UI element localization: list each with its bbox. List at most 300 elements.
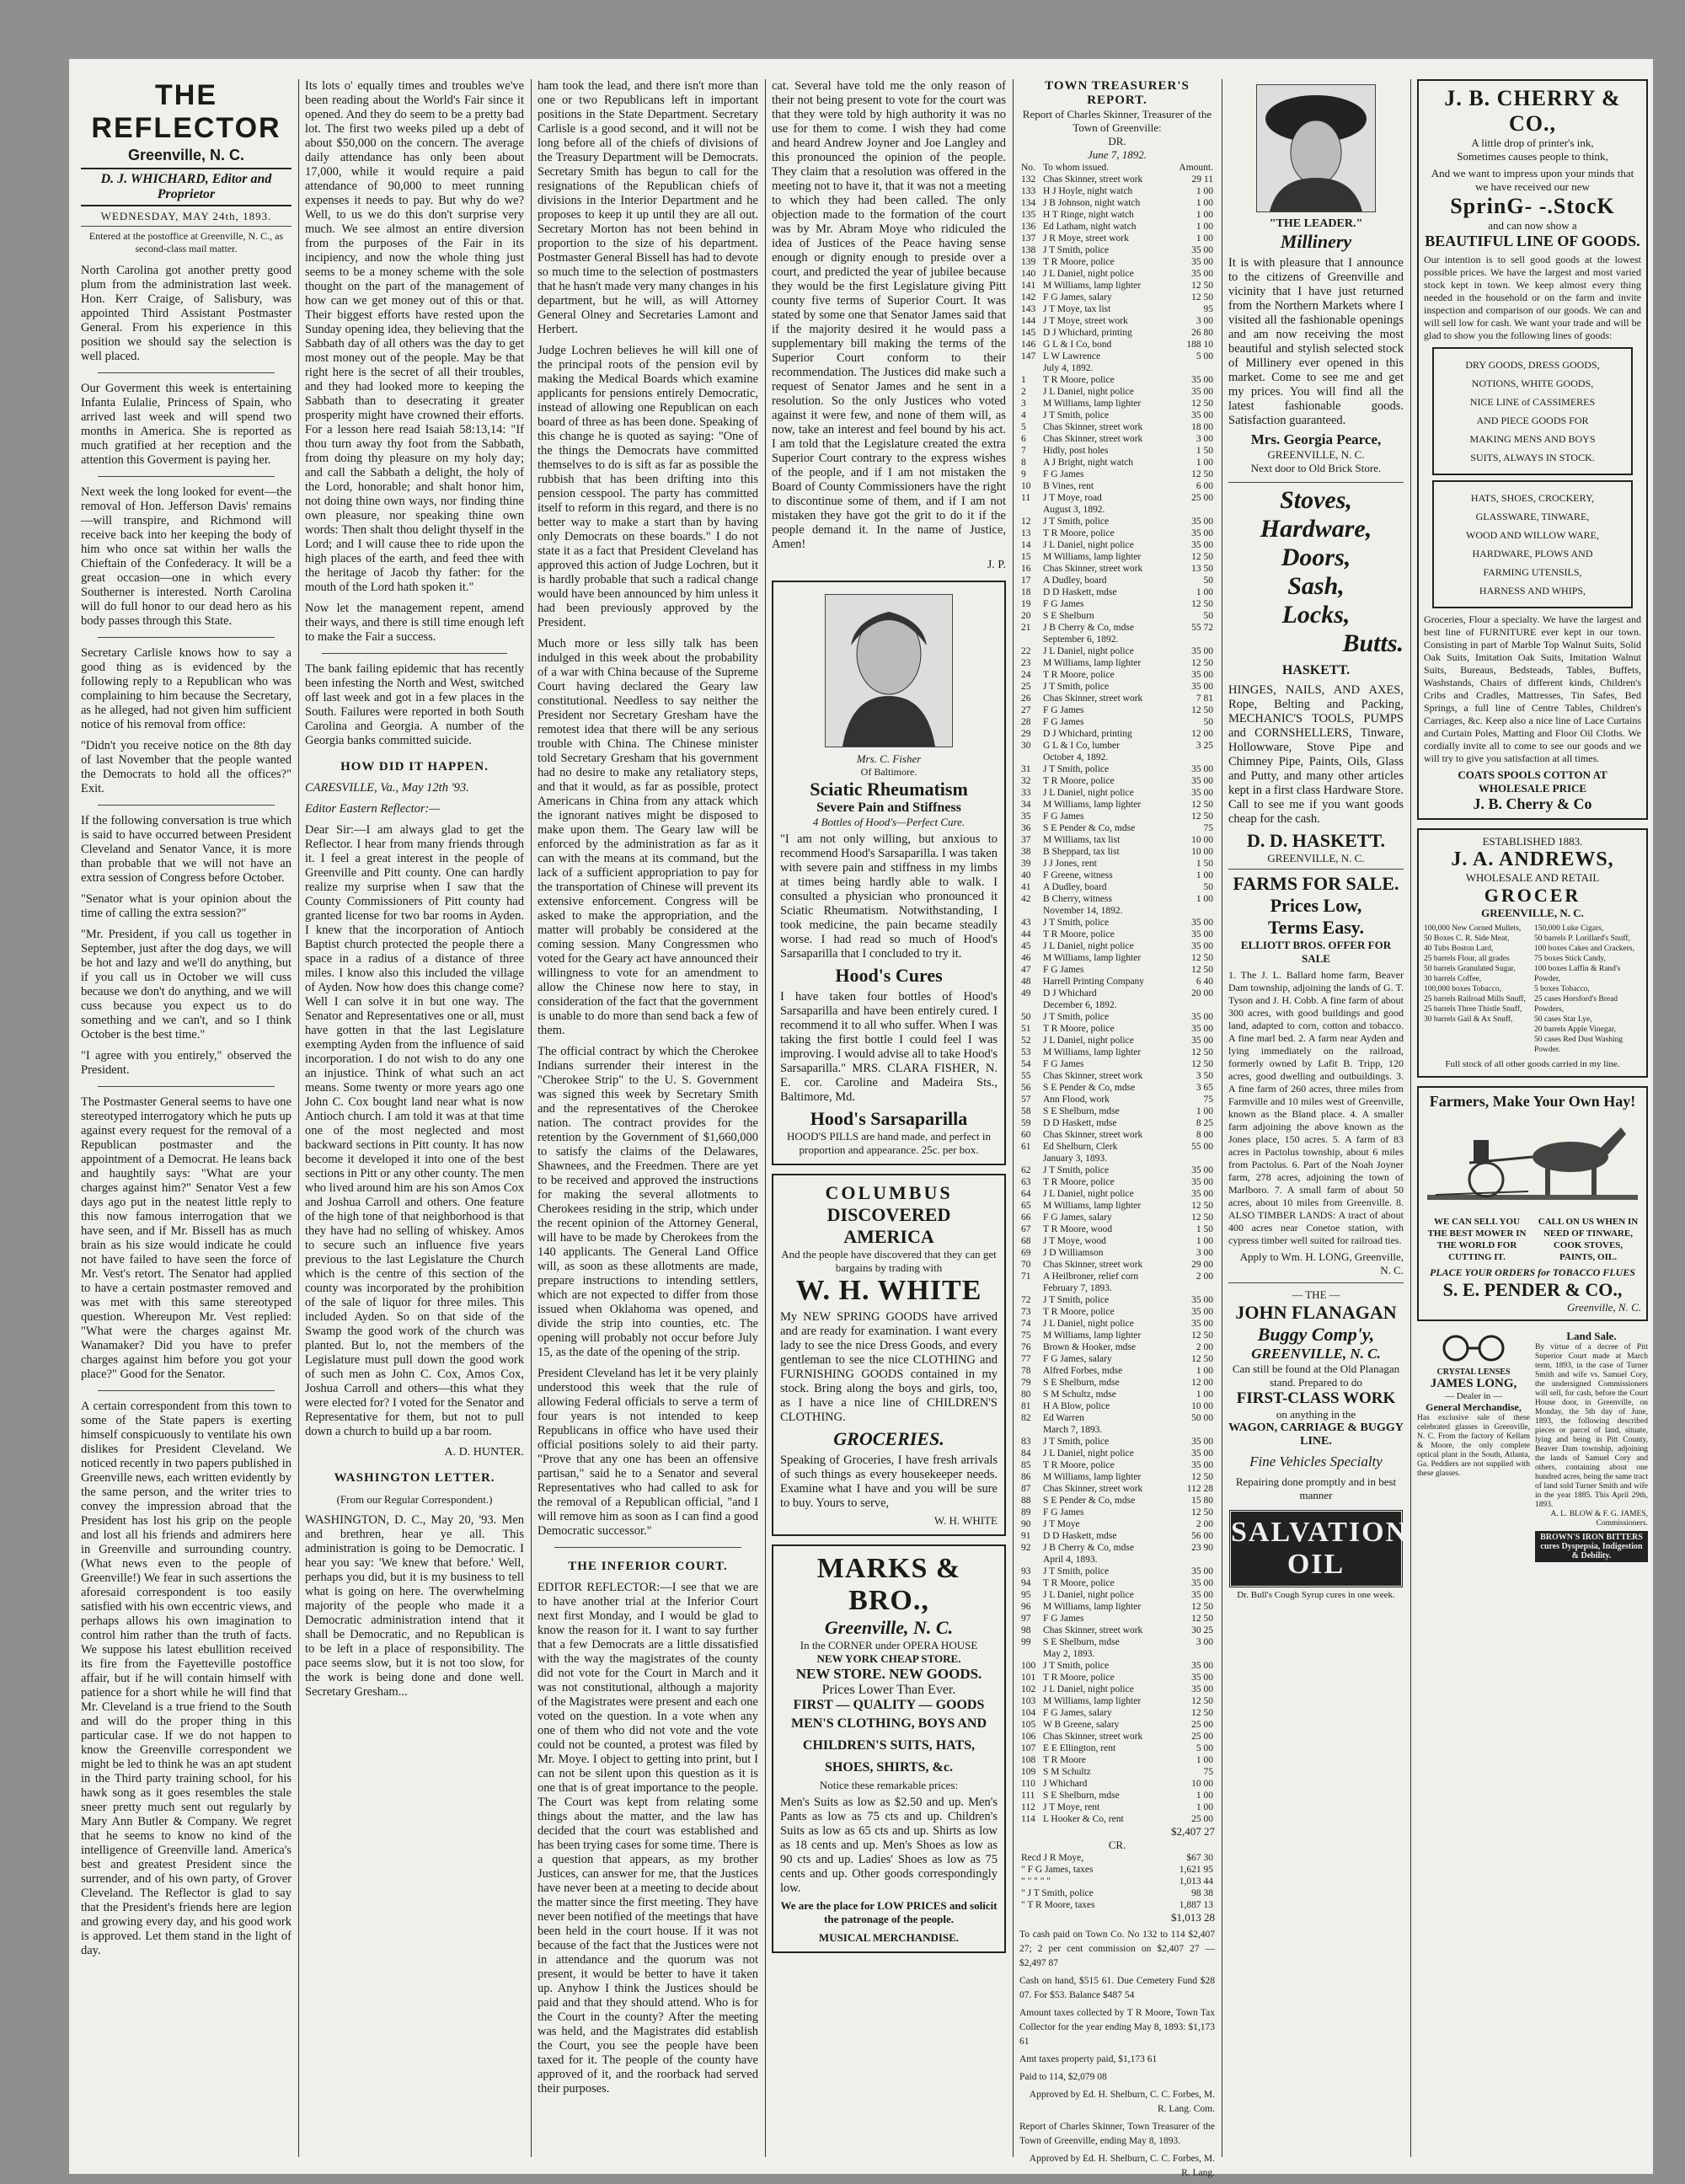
- column-7: [1417, 79, 1648, 2157]
- amount: 12 50: [1191, 705, 1213, 715]
- amount: 1 00: [1196, 186, 1213, 196]
- amount: 55 00: [1191, 1142, 1213, 1152]
- report-heading: TOWN TREASURER'S REPORT.: [1045, 79, 1190, 107]
- payee: J L Daniel, night police: [1042, 788, 1134, 798]
- column-1: [81, 79, 292, 2157]
- table-row: [1019, 1471, 1215, 1483]
- payee: S E Shelburn: [1042, 611, 1094, 621]
- voucher-number: 104: [1021, 1708, 1036, 1718]
- amount: 1 50: [1196, 1224, 1213, 1234]
- table-row: [1019, 964, 1215, 976]
- table-row: [1019, 1483, 1215, 1495]
- amount: 26 80: [1191, 328, 1213, 338]
- amount: 35 00: [1191, 941, 1213, 951]
- voucher-number: 100: [1021, 1661, 1036, 1671]
- payee: September 6, 1892.: [1042, 634, 1119, 645]
- amount: 35 00: [1191, 1684, 1213, 1694]
- voucher-number: 64: [1021, 1189, 1031, 1199]
- list-item: 30 barrels Coffee,: [1424, 975, 1482, 983]
- amount: [1169, 1282, 1215, 1294]
- hoods-cures: Hood's Cures: [835, 965, 943, 986]
- amount: 35 00: [1191, 1189, 1213, 1199]
- article-paragraph: Secretary Carlisle knows how to say a good thing as is evidenced by the following reply to a Republican who was complaining to him because the Secretary, as he alleged, had not given him sufficient notice of his removal from office:: [81, 646, 292, 731]
- voucher-number: 2: [1021, 387, 1026, 397]
- table-row: [1019, 1035, 1215, 1046]
- payee: Ed Warren: [1042, 1413, 1084, 1423]
- andrews-established: ESTABLISHED 1883.: [1482, 835, 1583, 848]
- cherry-ad: [1417, 79, 1648, 820]
- table-row: [1019, 728, 1215, 740]
- payee: October 4, 1892.: [1042, 752, 1109, 763]
- column-6: [1228, 79, 1409, 2157]
- payee: A Heilbroner, relief corn: [1042, 1271, 1139, 1282]
- table-row: [1019, 622, 1215, 634]
- table-row: [1019, 952, 1215, 964]
- amount: 2 00: [1196, 1271, 1213, 1282]
- amount: 2 00: [1196, 1519, 1213, 1529]
- amount: 15 80: [1191, 1496, 1213, 1506]
- voucher-number: 102: [1021, 1684, 1036, 1694]
- table-row: [1019, 1495, 1215, 1507]
- voucher-number: 74: [1021, 1319, 1031, 1329]
- payee: S E Shelburn, mdse: [1042, 1106, 1120, 1116]
- column-rule: [531, 79, 532, 2157]
- payee: J T Moye, tax list: [1042, 304, 1111, 314]
- voucher-number: 26: [1021, 693, 1031, 704]
- payee: H J Hoyle, night watch: [1042, 186, 1133, 196]
- payee: T R Moore, police: [1042, 1177, 1115, 1187]
- table-header-row: [1019, 162, 1215, 174]
- amount: 12 50: [1191, 292, 1213, 302]
- table-row: [1019, 1625, 1215, 1636]
- voucher-number: 14: [1021, 540, 1031, 550]
- list-item: 40 Tubs Boston Lard,: [1424, 945, 1494, 953]
- payee: J D Williamson: [1042, 1248, 1104, 1258]
- report-date: June 7, 1892.: [1087, 148, 1147, 161]
- voucher-number: 87: [1021, 1484, 1031, 1494]
- payee: Chas Skinner, street work: [1042, 422, 1143, 432]
- voucher-number: 70: [1021, 1260, 1031, 1270]
- haskett-name: D. D. HASKETT.: [1246, 830, 1385, 851]
- report-summary: Cash on hand, $515 61. Due Cemetery Fund $28 07. For $53. Balance $487 54: [1019, 1976, 1215, 2000]
- amount: 12 50: [1191, 599, 1213, 609]
- table-row: [1019, 976, 1215, 988]
- cherry-name: J. B. CHERRY & CO.,: [1444, 86, 1621, 136]
- woman-hat-icon: [1257, 85, 1375, 211]
- voucher-number: 133: [1021, 186, 1036, 196]
- payee: January 3, 1893.: [1042, 1154, 1107, 1164]
- table-row: [1019, 197, 1215, 209]
- payee: B Sheppard, tax list: [1042, 847, 1120, 857]
- cherry-hardware-item: HARDWARE, PLOWS AND: [1472, 548, 1593, 559]
- cherry-shown: and can now show a: [1488, 219, 1577, 232]
- amount: 13 50: [1191, 564, 1213, 574]
- voucher-number: 88: [1021, 1496, 1031, 1506]
- letter-signature: A. D. HUNTER.: [444, 1446, 524, 1459]
- amount: 35 00: [1191, 410, 1213, 420]
- column-rule: [1013, 79, 1014, 2157]
- voucher-number: 49: [1021, 988, 1031, 998]
- table-header: To whom issued.: [1042, 163, 1110, 173]
- voucher-number: 134: [1021, 198, 1036, 208]
- amount: 35 00: [1191, 517, 1213, 527]
- haskett-locks: Locks,: [1281, 601, 1351, 629]
- amount: 1 00: [1196, 198, 1213, 208]
- table-row: [1019, 1164, 1215, 1176]
- voucher-number: 97: [1021, 1614, 1031, 1624]
- payee: D D Haskett, mdse: [1042, 1531, 1117, 1541]
- cherry-coats: COATS SPOOLS COTTON AT WHOLESALE PRICE: [1458, 768, 1607, 795]
- voucher-number: 3: [1021, 399, 1026, 409]
- table-row: [1019, 1707, 1215, 1719]
- table-row: [1019, 1400, 1215, 1412]
- table-row: [1019, 1672, 1215, 1684]
- payee: T R Moore, police: [1042, 375, 1115, 385]
- table-row: [1019, 999, 1215, 1011]
- amount: 12 50: [1191, 1472, 1213, 1482]
- voucher-number: 48: [1021, 977, 1031, 987]
- article-paragraph: A certain correspondent from this town to some of the State papers is exerting himself conspicuously to ventilate his own dislikes for President Cleveland. We noticed recently in two papers published in Greenville news, each written evidently by the same person, and the writer tries to convey the impression abroad that the President has lost his grip on the people and lost all his friends and admirers here in Greenville and surrounding country. (What news even to the people of Greenville!) We fear in such assertions the aforesaid correspondent is too easily satisfied with his own eccentric views, and perhaps allows his own imagination to control him rather than the truth of facts. We suppose his latest ebullition received its fire from the Fayetteville postoffice affair, but if he will contain himself with patience for a short while he will find that Mr. Cleveland is a true friend to the South and will do the proper thing in this particular case. If we do not happen to know the Greenville correspondent we might be led to think he was an apt student in the Third party training school, for his hawk song as it goes resembles the stale sneer pretty much sent out regularly by Mary Ann Butler & Company. We regret that he seems to know no kind of the intelligence of Greenville land. America's best and greatest President since the surrender, and of his own party, of Grover Cleveland. The Reflector is glad to say that the President's friends here are legion and growing every day, and his good work is approved. Let them stand in the light of day.: [81, 1400, 292, 1957]
- amount: 35 00: [1191, 1177, 1213, 1187]
- amount: 50 00: [1191, 1413, 1213, 1423]
- article-paragraph: Now let the management repent, amend their ways, and there is still time enough left to make the Fair a success.: [305, 602, 524, 644]
- andrews-list-right: [1534, 923, 1641, 1055]
- voucher-number: 81: [1021, 1401, 1031, 1411]
- payee: Chas Skinner, street work: [1042, 1625, 1143, 1635]
- haskett-mid: HASKETT.: [1281, 663, 1351, 677]
- flanagan-fine: Fine Vehicles Specialty: [1249, 1453, 1383, 1469]
- table-row: [1019, 799, 1215, 811]
- table-row: [1019, 1636, 1215, 1648]
- payee: F G James: [1042, 469, 1084, 479]
- amount: 12 50: [1191, 953, 1213, 963]
- cherry-rhyme: Sometimes causes people to think,: [1457, 150, 1608, 163]
- list-item: 50 cases Red Dust Washing Powder.: [1534, 1036, 1623, 1054]
- payee: J T Smith, police: [1042, 1566, 1110, 1576]
- amount: 35 00: [1191, 1036, 1213, 1046]
- table-row: [1019, 1660, 1215, 1672]
- table-row: [1019, 1235, 1215, 1247]
- payee: Ed Latham, night watch: [1042, 222, 1137, 232]
- table-row: [1019, 822, 1215, 834]
- list-item: 30 barrels Gail & Ax Snuff,: [1424, 1015, 1513, 1024]
- table-row: [1019, 1318, 1215, 1330]
- list-item: 25 barrels Three Thistle Snuff,: [1424, 1005, 1522, 1014]
- article-paragraph: Next week the long looked for event—the removal of Hon. Jefferson Davis' remains—will transpire, and Richmond will receive back into her keeping the body of him who once sat within her walls the Chieftain of the Confederacy. It will be a great occasion—one in which every Southerner is interested. North Carolina will do full honor to our dead hero as his body passes through this State.: [81, 485, 292, 628]
- amount: 35 00: [1191, 776, 1213, 786]
- voucher-number: 139: [1021, 257, 1036, 267]
- cherry-rhyme: A little drop of printer's ink,: [1471, 136, 1594, 149]
- payee: B Cherry, witness: [1042, 894, 1112, 904]
- amount: 12 50: [1191, 1602, 1213, 1612]
- amount: [1169, 1554, 1215, 1566]
- divider: [1228, 482, 1404, 483]
- table-row: [1019, 492, 1215, 504]
- voucher-number: 25: [1021, 682, 1031, 692]
- table-row: [1019, 386, 1215, 398]
- divider: [98, 1086, 275, 1087]
- payee: J T Smith, police: [1042, 1437, 1110, 1447]
- payee: M Williams, lamp lighter: [1042, 1696, 1142, 1706]
- voucher-number: 107: [1021, 1743, 1036, 1753]
- voucher-number: 12: [1021, 517, 1031, 527]
- divider: [98, 805, 275, 806]
- marks-prices: Prices Lower Than Ever.: [821, 1683, 956, 1697]
- report-summary: Amount taxes collected by T R Moore, Town Tax Collector for the year ending May 8, 1893: $1,173 61: [1019, 2008, 1215, 2047]
- payee: J L Daniel, night police: [1042, 387, 1134, 397]
- amount: 35 00: [1191, 269, 1213, 279]
- andrews-sub: WHOLESALE AND RETAIL: [1465, 871, 1600, 884]
- payee: T R Moore, police: [1042, 776, 1115, 786]
- payee: J T Smith, police: [1042, 1661, 1110, 1671]
- amount: 8 00: [1196, 1130, 1213, 1140]
- amount: 50: [1203, 611, 1213, 621]
- voucher-number: 4: [1021, 410, 1026, 420]
- haskett-sash: Sash,: [1287, 572, 1345, 600]
- table-row: [1019, 610, 1215, 622]
- voucher-number: 57: [1021, 1095, 1031, 1105]
- table-row: [1019, 1864, 1215, 1876]
- amount: 12 50: [1191, 1354, 1213, 1364]
- article-paragraph: The bank failing epidemic that has recently been infesting the North and West, switched off last week and got in a few places in the South. Failures were reported in both South Carolina and Georgia. A number of the Georgia banks committed suicide.: [305, 662, 524, 747]
- amount: [1169, 634, 1215, 645]
- table-row: [1019, 1566, 1215, 1577]
- payee: J L Daniel, night police: [1042, 1448, 1134, 1459]
- amount: 35 00: [1191, 1566, 1213, 1576]
- andrews-list-left: [1424, 923, 1531, 1055]
- voucher-number: 46: [1021, 953, 1031, 963]
- voucher-number: [1019, 362, 1041, 374]
- article-paragraph: "Mr. President, if you call us together in September, just after the dog days, we will be hot and lazy and we'll do anything, but if you call us in October we will cuss because we don't do anything, and we will cuss because you expect us to do something and we can't, and so I think October is the best time.": [81, 928, 292, 1041]
- payee: J T Smith, police: [1042, 1012, 1110, 1022]
- amount: 35 00: [1191, 257, 1213, 267]
- voucher-number: 145: [1021, 328, 1036, 338]
- marks-lines: MEN'S CLOTHING, BOYS AND CHILDREN'S SUITS, HATS, SHOES, SHIRTS, &c.: [790, 1716, 987, 1774]
- table-row: [1019, 1436, 1215, 1448]
- payee: Chas Skinner, street work: [1042, 1260, 1143, 1270]
- table-row: [1019, 870, 1215, 881]
- table-row: [1019, 1212, 1215, 1223]
- payee: J T Moye, street work: [1042, 316, 1128, 326]
- payee: J T Smith, police: [1042, 1295, 1110, 1305]
- amount: 5 00: [1196, 1743, 1213, 1753]
- amount: 35 00: [1191, 1448, 1213, 1459]
- flanagan-repair: Repairing done promptly and in best manner: [1235, 1475, 1397, 1502]
- amount: 12 50: [1191, 658, 1213, 668]
- amount: 30 25: [1191, 1625, 1213, 1635]
- voucher-number: 111: [1021, 1791, 1035, 1801]
- payee: J L Daniel, night police: [1042, 1189, 1134, 1199]
- voucher-number: 112: [1021, 1802, 1035, 1812]
- payee: F G James: [1042, 965, 1084, 975]
- amount: 75: [1203, 1095, 1213, 1105]
- table-row: [1019, 315, 1215, 327]
- amount: 55 72: [1191, 623, 1213, 633]
- column-2: [305, 79, 524, 2157]
- long-dealer: — Dealer in —: [1444, 1391, 1503, 1401]
- amount: 2 00: [1196, 1342, 1213, 1352]
- table-row: [1019, 457, 1215, 468]
- table-row: [1019, 516, 1215, 527]
- amount: 7 81: [1196, 693, 1213, 704]
- payee: D D Haskett, mdse: [1042, 1118, 1117, 1128]
- table-row: [1019, 1129, 1215, 1141]
- voucher-number: 30: [1021, 741, 1031, 751]
- payee: F Greene, witness: [1042, 870, 1113, 881]
- list-item: 25 barrels Railroad Mills Snuff,: [1424, 995, 1526, 1004]
- voucher-number: 89: [1021, 1507, 1031, 1518]
- pender-name: S. E. PENDER & CO.,: [1442, 1279, 1623, 1300]
- amount: 35 00: [1191, 682, 1213, 692]
- voucher-number: 76: [1021, 1342, 1031, 1352]
- haskett-stoves: Stoves,: [1280, 486, 1352, 514]
- haskett-body: HINGES, NAILS, AND AXES, Rope, Belting and Packing, MECHANIC'S TOOLS, PUMPS and CORNSHELLERS, Tinware, Hollowware, Stove Pipe and Chimney Pipe, Paints, Oils, Glass and Putty, and many other articles kept in a first class Hardware Store. Call to see me if you want goods cheap for the cash.: [1228, 683, 1404, 826]
- voucher-number: 19: [1021, 599, 1031, 609]
- amount: 95: [1203, 304, 1213, 314]
- divider: [554, 1547, 741, 1548]
- marks-city: Greenville, N. C.: [824, 1617, 954, 1638]
- article-paragraph: President Cleveland has let it be very plainly understood this week that the rule of allowing Federal officials to serve a term of four years is not intended to keep Republicans in office who have used their official positions solely to aid their party. "Prove that any one has been an offensive partisan," said he to a Senator and several Representatives who had called to ask for the removal of a Republican official, "and I will remove him as soon as I can find a good Democratic successor.": [538, 1367, 758, 1538]
- payee: T R Moore, police: [1042, 670, 1115, 680]
- table-row: [1019, 268, 1215, 280]
- marks-footer: We are the place for LOW PRICES and solicit the patronage of the people.: [780, 1899, 998, 1925]
- table-row: [1019, 598, 1215, 610]
- brown-line1: BROWN'S IRON BITTERS: [1540, 1533, 1643, 1542]
- table-row: [1019, 657, 1215, 669]
- brown-line2: cures Dyspepsia, Indigestion & Debility.: [1540, 1542, 1643, 1560]
- payee: M Williams, tax list: [1042, 835, 1121, 845]
- payee: Chas Skinner, street work: [1042, 1130, 1143, 1140]
- payee: Brown & Hooker, mdse: [1042, 1342, 1137, 1352]
- voucher-number: 140: [1021, 269, 1036, 279]
- table-row: [1019, 634, 1215, 645]
- payee: T R Moore, police: [1042, 528, 1115, 538]
- masthead-city: Greenville, N. C.: [127, 147, 245, 163]
- voucher-number: 33: [1021, 788, 1031, 798]
- voucher-number: 77: [1021, 1354, 1031, 1364]
- farms-heading: FARMS FOR SALE.: [1233, 873, 1399, 894]
- payee: S E Shelburn, mdse: [1042, 1378, 1120, 1388]
- payee: G L & I Co, bond: [1042, 340, 1112, 350]
- masthead-entered: Entered at the postoffice at Greenville, N. C., as second-class mail matter.: [88, 230, 284, 254]
- table-row: [1019, 1507, 1215, 1518]
- amount: 50: [1203, 882, 1213, 892]
- voucher-number: 38: [1021, 847, 1031, 857]
- voucher-number: 13: [1021, 528, 1031, 538]
- column-3: [538, 79, 758, 2157]
- amount: 50: [1203, 717, 1213, 727]
- article-paragraph: North Carolina got another pretty good plum from the administration last week. Hon. Kerr Craige, of Salisbury, was appointed Third Assistant Postmaster General. From his experience in this position we should say the selection is well placed.: [81, 264, 292, 363]
- divider: [1228, 869, 1404, 870]
- white-ad: [772, 1174, 1006, 1536]
- amount: 12 50: [1191, 1059, 1213, 1069]
- voucher-number: 105: [1021, 1720, 1036, 1730]
- white-heading2: DISCOVERED AMERICA: [826, 1204, 951, 1247]
- table-row: [1019, 445, 1215, 457]
- voucher-number: 66: [1021, 1212, 1031, 1223]
- millinery-heading: Millinery: [1280, 231, 1352, 252]
- letter-to: Editor Eastern Reflector:—: [305, 802, 441, 816]
- flanagan-company: Buggy Comp'y,: [1257, 1324, 1375, 1345]
- table-row: [1019, 1719, 1215, 1731]
- horse-mower-icon: [1427, 1111, 1638, 1212]
- masthead-date: WEDNESDAY, MAY 24th, 1893.: [81, 210, 292, 227]
- portrait-illustration: [825, 594, 953, 747]
- amount: 1 00: [1196, 210, 1213, 220]
- table-row: [1019, 1223, 1215, 1235]
- flanagan-the: — THE —: [1292, 1288, 1340, 1301]
- report-table: [1019, 162, 1215, 1825]
- amount: 3 65: [1196, 1083, 1213, 1093]
- voucher-number: 39: [1021, 859, 1031, 869]
- amount: 10 00: [1191, 847, 1213, 857]
- amount: 1 00: [1196, 870, 1213, 881]
- payee: Chas Skinner, street work: [1042, 174, 1143, 185]
- voucher-number: 141: [1021, 281, 1036, 291]
- white-groceries-body: Speaking of Groceries, I have fresh arrivals of such things as every housekeeper needs. Examine what I have and you will be sure to buy. Yours to serve,: [780, 1453, 998, 1510]
- amount: [1169, 905, 1215, 917]
- table-row: [1019, 1601, 1215, 1613]
- voucher-number: 15: [1021, 552, 1031, 562]
- table-row: [1019, 1813, 1215, 1825]
- table-row: [1019, 893, 1215, 905]
- cherry-beautiful: BEAUTIFUL LINE OF GOODS.: [1425, 233, 1640, 249]
- pender-city: Greenville, N. C.: [1567, 1301, 1641, 1314]
- table-row: [1019, 339, 1215, 351]
- table-row: [1019, 1200, 1215, 1212]
- payee: T R Moore, police: [1042, 1460, 1115, 1470]
- payee: November 14, 1892.: [1042, 906, 1123, 916]
- table-row: [1019, 233, 1215, 244]
- payee: T R Moore, police: [1042, 257, 1115, 267]
- voucher-number: 35: [1021, 811, 1031, 822]
- voucher-number: 23: [1021, 658, 1031, 668]
- payee: Chas Skinner, street work: [1042, 434, 1143, 444]
- payee: J L Daniel, night police: [1042, 1036, 1134, 1046]
- payee: Ed Shelburn, Clerk: [1042, 1142, 1118, 1152]
- voucher-number: 7: [1021, 446, 1026, 456]
- voucher-number: 73: [1021, 1307, 1031, 1317]
- amount: 35 00: [1191, 1295, 1213, 1305]
- payee: April 4, 1893.: [1042, 1555, 1098, 1565]
- report-summary: Amt taxes property paid, $1,173 61: [1019, 2054, 1158, 2064]
- table-row: [1019, 1058, 1215, 1070]
- payee: F G James: [1042, 705, 1084, 715]
- table-row: [1019, 1766, 1215, 1778]
- payee: L W Lawrence: [1042, 351, 1101, 361]
- voucher-number: 36: [1021, 823, 1031, 833]
- amount: 35 00: [1191, 1319, 1213, 1329]
- table-row: [1019, 1695, 1215, 1707]
- amount: 3 00: [1196, 1248, 1213, 1258]
- payee: F G James: [1042, 1614, 1084, 1624]
- list-item: 50 Boxes C. R. Side Meat,: [1424, 934, 1510, 943]
- table-row: [1019, 1518, 1215, 1530]
- table-row: [1019, 1412, 1215, 1424]
- voucher-number: 58: [1021, 1106, 1031, 1116]
- payee: Chas Skinner, street work: [1042, 1484, 1143, 1494]
- table-row: [1019, 1448, 1215, 1459]
- article-paragraph: The Postmaster General seems to have one stereotyped interrogatory which he puts up against every request for the removal of a Republican postmaster and the appointment of a Democrat. He leans back and haughtily says: "What are your charges against him?" Senator Vest a few days ago put in the neatest little reply to this now famous interrogation that we have seen, and if Mr. Bissell has as much brain as his size would indicate he could not have failed to have seen the force of Mr. Vest's retort. The Senator had applied to have a certain postmaster removed and was met with this same stereotyped question. Whereupon Mr. Vest replied: "What were the charges against Mr. Wanamaker? Did you have to prefer charges against him before you got your place?" Good for the Senator.: [81, 1095, 292, 1381]
- table-row: [1019, 1790, 1215, 1801]
- table-row: [1019, 752, 1215, 763]
- andrews-grocer: GROCER: [1484, 885, 1581, 906]
- amount: 1,621 95: [1179, 1865, 1213, 1875]
- white-line: And the people have discovered that they can get bargains by trading with: [781, 1248, 997, 1274]
- voucher-number: 52: [1021, 1036, 1031, 1046]
- haskett-hardware: Hardware,: [1260, 515, 1372, 543]
- leader-illustration: [1256, 84, 1376, 212]
